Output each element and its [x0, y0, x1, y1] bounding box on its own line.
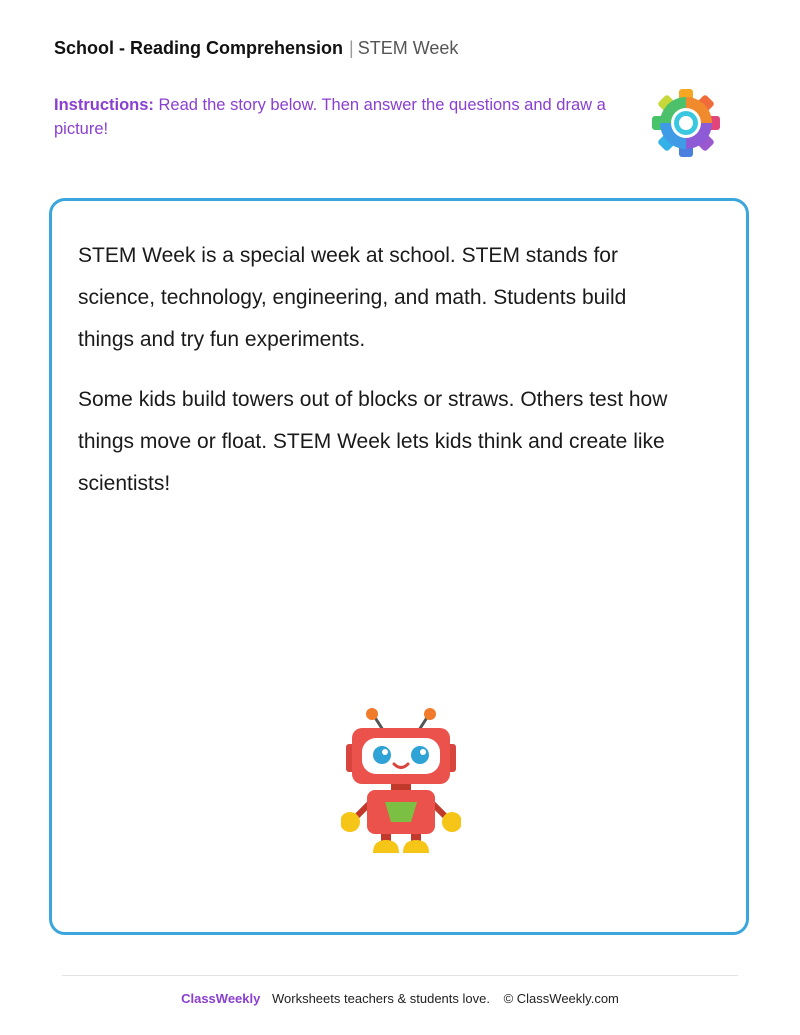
gear-icon — [650, 87, 722, 159]
page-header — [54, 37, 458, 59]
instructions — [54, 93, 614, 141]
story-box — [49, 198, 749, 935]
robot-icon — [341, 708, 461, 853]
title-separator: | — [349, 38, 354, 58]
worksheet-subject: STEM Week — [357, 38, 459, 58]
story-text — [78, 235, 688, 523]
footer-divider — [62, 975, 738, 976]
story-paragraph-2: Some kids build towers out of blocks or straws. Others test how things move or float. STEM Week lets kids think and create like scientists! — [78, 388, 668, 495]
story-paragraph-1: STEM Week is a special week at school. STEM stands for science, technology, engineering, and math. Students build things and try fun experiments. — [78, 244, 627, 351]
instructions-text: Read the story below. Then answer the questions and draw a picture! — [54, 96, 606, 138]
page-footer — [0, 990, 800, 1008]
instructions-label: Instructions: — [54, 96, 154, 114]
worksheet-title: School - Reading Comprehension — [54, 38, 344, 58]
footer-copyright: © ClassWeekly.com — [503, 991, 619, 1006]
footer-tagline: Worksheets teachers & students love. — [271, 991, 490, 1006]
footer-brand: ClassWeekly — [181, 991, 261, 1006]
